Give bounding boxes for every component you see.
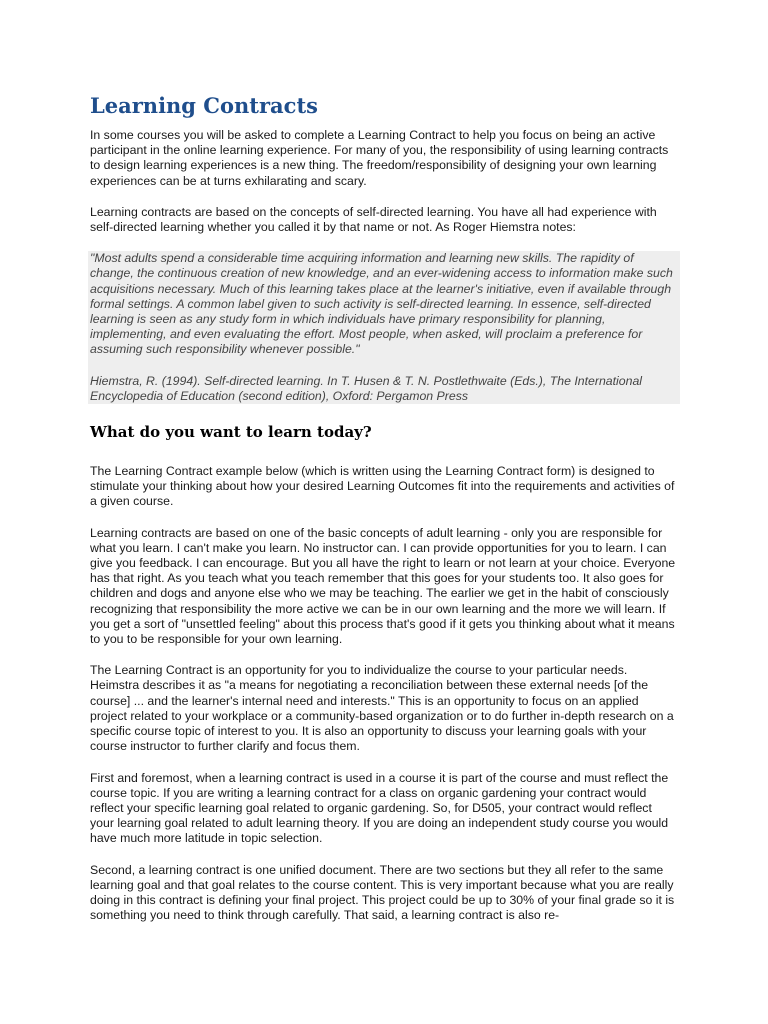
intro-paragraph-1: In some courses you will be asked to complete a Learning Contract to help you focus on being an active participant in the online learning experience. For many of you, the responsibility of using learning contracts to design learning experiences is a new thing. The freedom/responsibility of designing your own learning experiences can be at turns exhilarating and scary. <box>90 128 669 188</box>
body-paragraph-5: Second, a learning contract is one unified document. There are two sections but they all refer to the same learning goal and that goal relates to the course content. This is very important because what you are really doing in this contract is defining your final project. This project could be up to 30% of your final grade so it is something you need to think through carefully. That said, a learning contract is also re- <box>90 862 675 923</box>
page-title: Learning Contracts <box>90 93 318 118</box>
document-page <box>90 92 678 939</box>
body-paragraph-4: First and foremost, when a learning contract is used in a course it is part of the course and must reflect the course topic. If you are writing a learning contract for a class on organic gardening your contract would reflect your specific learning goal related to organic gardening. So, for D505, your contract would reflect your learning goal related to adult learning theory. If you are doing an independent study course you would have much more latitude in topic selection. <box>90 770 669 846</box>
intro-paragraph-2: Learning contracts are based on the concepts of self-directed learning. You have all had experience with self-directed learning whether you called it by that name or not. As Roger Hiemstra notes: <box>90 204 657 235</box>
body-paragraph-3: The Learning Contract is an opportunity for you to individualize the course to your particular needs. Heimstra describes it as "a means for negotiating a reconciliation between these external needs [of the course] ... and the learner's internal need and interests." This is an opportunity to focus on an applied project related to your workplace or a community-based organization or to do further in-depth research on a specific course topic of interest to you. It is also an opportunity to discuss your learning goals with your course instructor to further clarify and focus them. <box>90 663 674 754</box>
hiemstra-quote-block <box>88 251 680 404</box>
section-heading: What do you want to learn today? <box>90 423 372 442</box>
body-paragraph-1: The Learning Contract example below (which is written using the Learning Contract form) is designed to stimulate your thinking about how your desired Learning Outcomes fit into the requirements and activities of a given course. <box>90 464 675 509</box>
body-paragraph-2: Learning contracts are based on one of the basic concepts of adult learning - only you are responsible for what you learn. I can't make you learn. No instructor can. I can provide opportunities for you to learn. I can give you feedback. I can encourage. But you all have the right to learn or not learn at your choice. Everyone has that right. As you teach what you teach remember that this goes for your students too. It also goes for children and dogs and anyone else who we may be teaching. The earlier we get in the habit of consciously recognizing that responsibility the more active we can be in our own learning and the more we will learn. If you get a sort of "unsettled feeling" about this process that's good if it gets you thinking about what it means to you to be responsible for your own learning. <box>90 525 676 647</box>
quote-citation: Hiemstra, R. (1994). Self-directed learning. In T. Husen & T. N. Postlethwaite (Eds.), The International Encyclopedia of Education (second edition), Oxford: Pergamon Press <box>90 373 643 403</box>
quote-text: "Most adults spend a considerable time acquiring information and learning new skills. The rapidity of change, the continuous creation of new knowledge, and an ever-widening access to information make such acquisitions necessary. Much of this learning takes place at the learner's initiative, even if available through formal settings. A common label given to such activity is self-directed learning. In essence, self-directed learning is seen as any study form in which individuals have primary responsibility for planning, implementing, and even evaluating the effort. Most people, when asked, will proclaim a preference for assuming such responsibility whenever possible." <box>90 251 673 357</box>
